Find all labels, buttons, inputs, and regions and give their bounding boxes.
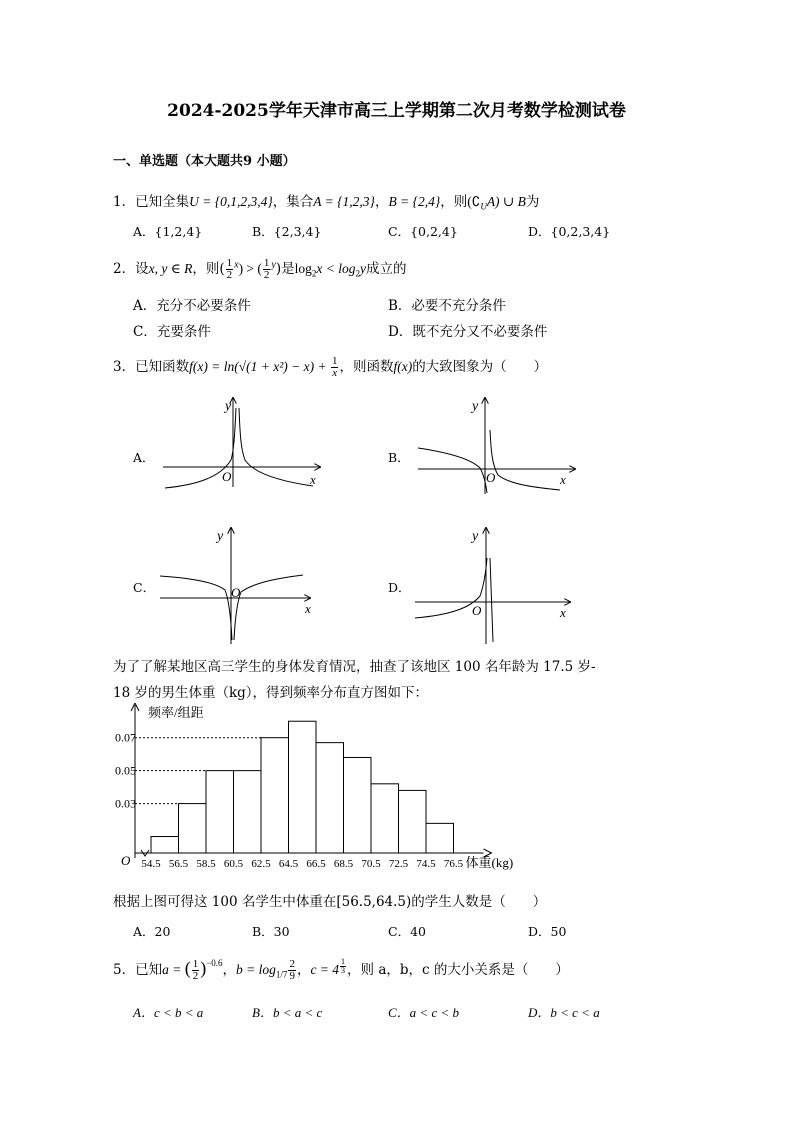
q2-logx: x < log <box>316 261 356 276</box>
histogram-bar <box>179 804 207 853</box>
q1-set-a: A = {1,2,3} <box>313 194 375 209</box>
q3-frac <box>331 356 339 379</box>
x-tick-label: 64.5 <box>278 858 299 870</box>
q3-number: 3． <box>113 359 136 375</box>
x-tick-label: 68.5 <box>333 858 354 870</box>
q3-option-b[interactable]: B． <box>388 450 410 465</box>
x-label: x <box>560 605 566 620</box>
x-tick-label: 54.5 <box>141 858 161 870</box>
x-tick-label: 76.5 <box>443 858 464 870</box>
q2-frac-2-num: 1 <box>263 257 270 269</box>
q2-log-base: 2 <box>311 268 317 279</box>
q3-text-2: ，则函数 <box>339 359 394 375</box>
q1-text-5: 为 <box>525 194 540 210</box>
y-axis-label: 频率/组距 <box>148 705 204 720</box>
q5-frac-b-den: 9 <box>289 970 295 982</box>
histogram-bar <box>261 738 289 853</box>
y-label: y <box>472 529 479 544</box>
q2-option-b[interactable]: B．必要不充分条件 <box>388 298 506 314</box>
curve-right <box>239 408 313 486</box>
curve-right <box>490 558 493 642</box>
x-label: x <box>310 472 316 487</box>
q5-frac-b <box>288 959 296 982</box>
histogram-bar <box>234 771 262 853</box>
x-label: x <box>560 472 566 487</box>
q2-option-c[interactable]: C．充要条件 <box>133 324 211 340</box>
q3-option-c[interactable]: C． <box>133 580 156 595</box>
origin-label: O <box>231 585 241 600</box>
q4-option-b[interactable]: B．30 <box>252 924 290 939</box>
x-tick-label: 70.5 <box>361 858 381 870</box>
histogram-bar <box>371 784 399 853</box>
histogram-bar <box>206 771 234 853</box>
q5-text-2: ，则 a，b，c 的大小关系是（ ） <box>347 962 569 978</box>
q2-gt: ) > ( <box>238 261 262 276</box>
q5-c-exp <box>340 958 346 975</box>
q5-text: 已知 <box>135 962 163 978</box>
q5-b: b = log <box>236 962 276 977</box>
y-tick-label: 0.03 <box>115 796 136 811</box>
x-tick-label: 58.5 <box>196 858 216 870</box>
question-5: 5．已知a = ( $\frac{1}{2}$ )$^{-0.6}$，$b = \log_{1/7}$ $\frac{2}{9}$ ，c = 4 $\frac{1}{3}$ ，则 a，b，c 的大小关系是（ ） <box>113 957 569 982</box>
histogram-bar <box>426 823 454 853</box>
q3-option-a[interactable]: A． <box>133 450 155 465</box>
curve-right <box>234 575 303 640</box>
q1-expr-sub: U <box>480 201 487 212</box>
q5-option-d[interactable]: D．b < c < a <box>528 1005 600 1020</box>
y-tick-label: 0.05 <box>115 763 136 778</box>
q2-frac-1-den: 2 <box>226 269 233 281</box>
q1-option-d[interactable]: D．{0,2,3,4} <box>528 224 611 239</box>
q4-option-c[interactable]: C．40 <box>388 924 426 939</box>
x-tick-label: 60.5 <box>223 858 244 870</box>
q3-function-2: f(x) <box>393 359 413 374</box>
curve-left <box>418 448 487 493</box>
q2-text-3: )是 <box>275 261 295 277</box>
q3-text: 已知函数 <box>135 359 190 375</box>
histogram-bar <box>289 721 317 853</box>
q1-text: 已知全集 <box>135 194 190 210</box>
q5-frac-b-num: 2 <box>289 958 295 970</box>
q2-frac-2-den: 2 <box>263 269 270 281</box>
histogram-bar <box>399 790 427 853</box>
q3-text-3: 的大致图象为（ ） <box>412 359 548 375</box>
histogram-bar <box>316 743 344 853</box>
q3-graph-b <box>410 390 590 495</box>
y-label: y <box>225 399 232 414</box>
x-tick-label: 56.5 <box>168 858 189 870</box>
q4-line-2: 18 岁的男生体重（kg），得到频率分布直方图如下： <box>113 685 429 701</box>
q5-frac-a <box>192 959 200 982</box>
x-tick-label: 72.5 <box>388 858 409 870</box>
q1-text-2: ，集合 <box>272 194 314 210</box>
q3-graph-a <box>155 390 335 490</box>
q2-number: 2． <box>113 261 136 277</box>
q2-text-4: 成立的 <box>366 261 407 277</box>
y-label: y <box>217 529 224 544</box>
q5-option-c[interactable]: C．a < c < b <box>388 1005 459 1020</box>
q2-frac-2 <box>263 258 271 281</box>
q2-exp-y: y <box>271 259 276 271</box>
y-tick-label: 0.07 <box>115 730 136 745</box>
q5-frac-a-num: 1 <box>192 958 199 970</box>
q5-b-base: 1/7 <box>275 969 288 980</box>
q1-set-u: U = {0,1,2,3,4} <box>189 194 273 209</box>
q2-logy: y <box>360 261 367 276</box>
q2-option-a[interactable]: A．充分不必要条件 <box>133 298 251 314</box>
q2-log: log <box>294 261 312 276</box>
origin-label: O <box>222 469 232 484</box>
histogram-bar <box>344 757 372 853</box>
q3-frac-den: x <box>332 367 338 379</box>
q1-option-a[interactable]: A．{1,2,4} <box>133 224 203 239</box>
x-label: x <box>305 601 311 616</box>
x-tick-label: 66.5 <box>306 858 326 870</box>
q5-a-exp: −0.6 <box>206 958 223 968</box>
q5-c-exp-den: 3 <box>341 966 346 975</box>
q1-text-3: ， <box>374 194 389 210</box>
origin-label: O <box>486 470 496 485</box>
q3-option-d[interactable]: D． <box>388 580 411 595</box>
q2-option-d[interactable]: D．既不充分又不必要条件 <box>388 324 548 340</box>
q2-vars: x, y ∈ R <box>148 261 193 276</box>
q5-c: c = 4 <box>310 962 340 977</box>
q1-expr-2: A) ∪ B <box>486 194 526 209</box>
q1-number: 1． <box>113 194 136 210</box>
q4-histogram <box>113 703 573 883</box>
q2-exp-x: x <box>234 259 239 271</box>
histogram-bar <box>151 837 179 853</box>
q4-line-1: 为了了解某地区高三学生的身体发育情况，抽查了该地区 100 名年龄为 17.5 岁- <box>113 659 596 675</box>
q3-graph-d <box>410 520 590 645</box>
q3-function: f(x) = ln(√(1 + x²) − x) + <box>189 359 330 374</box>
q1-text-4: ，则 <box>440 194 468 210</box>
x-tick-label: 74.5 <box>416 858 436 870</box>
q5-option-b[interactable]: B．b < a < c <box>252 1005 323 1020</box>
q2-text: 设 <box>135 261 149 277</box>
x-axis-label: 体重(kg) <box>465 855 514 870</box>
x-tick-label: 62.5 <box>251 858 271 870</box>
section-heading: 一、单选题（本大题共9 小题） <box>113 154 296 169</box>
question-3 <box>113 355 547 379</box>
q2-frac-1-num: 1 <box>226 257 233 269</box>
question-1 <box>113 190 539 212</box>
q1-option-c[interactable]: C．{0,2,4} <box>388 224 458 239</box>
q2-log-base-2: 2 <box>355 268 361 279</box>
page-title: 2024-2025学年天津市高三上学期第二次月考数学检测试卷 <box>167 101 626 121</box>
q5-option-a[interactable]: A．c < b < a <box>133 1005 204 1020</box>
q1-expr: (∁ <box>467 194 481 209</box>
q5-frac-a-den: 2 <box>192 970 199 982</box>
q4-option-d[interactable]: D．50 <box>528 924 567 939</box>
q2-frac-1 <box>226 258 234 281</box>
origin-label: O <box>472 603 482 618</box>
origin-label: O <box>121 853 131 868</box>
q1-option-b[interactable]: B．{2,3,4} <box>252 224 322 239</box>
y-label: y <box>472 399 479 414</box>
q1-set-b: B = {2,4} <box>388 194 441 209</box>
q4-after-text: 根据上图可得这 100 名学生中体重在[56.5,64.5)的学生人数是（ ） <box>113 894 547 910</box>
q5-a: a = <box>162 962 185 977</box>
curve-right <box>490 430 560 490</box>
question-2 <box>113 257 407 281</box>
q3-graph-c <box>155 520 335 645</box>
q4-option-a[interactable]: A．20 <box>133 924 171 939</box>
curve-left <box>160 576 232 640</box>
q2-text-2: ，则( <box>192 261 225 277</box>
q5-number: 5． <box>113 962 136 978</box>
q3-frac-num: 1 <box>331 355 338 367</box>
q5-c-exp-num: 1 <box>341 957 346 966</box>
